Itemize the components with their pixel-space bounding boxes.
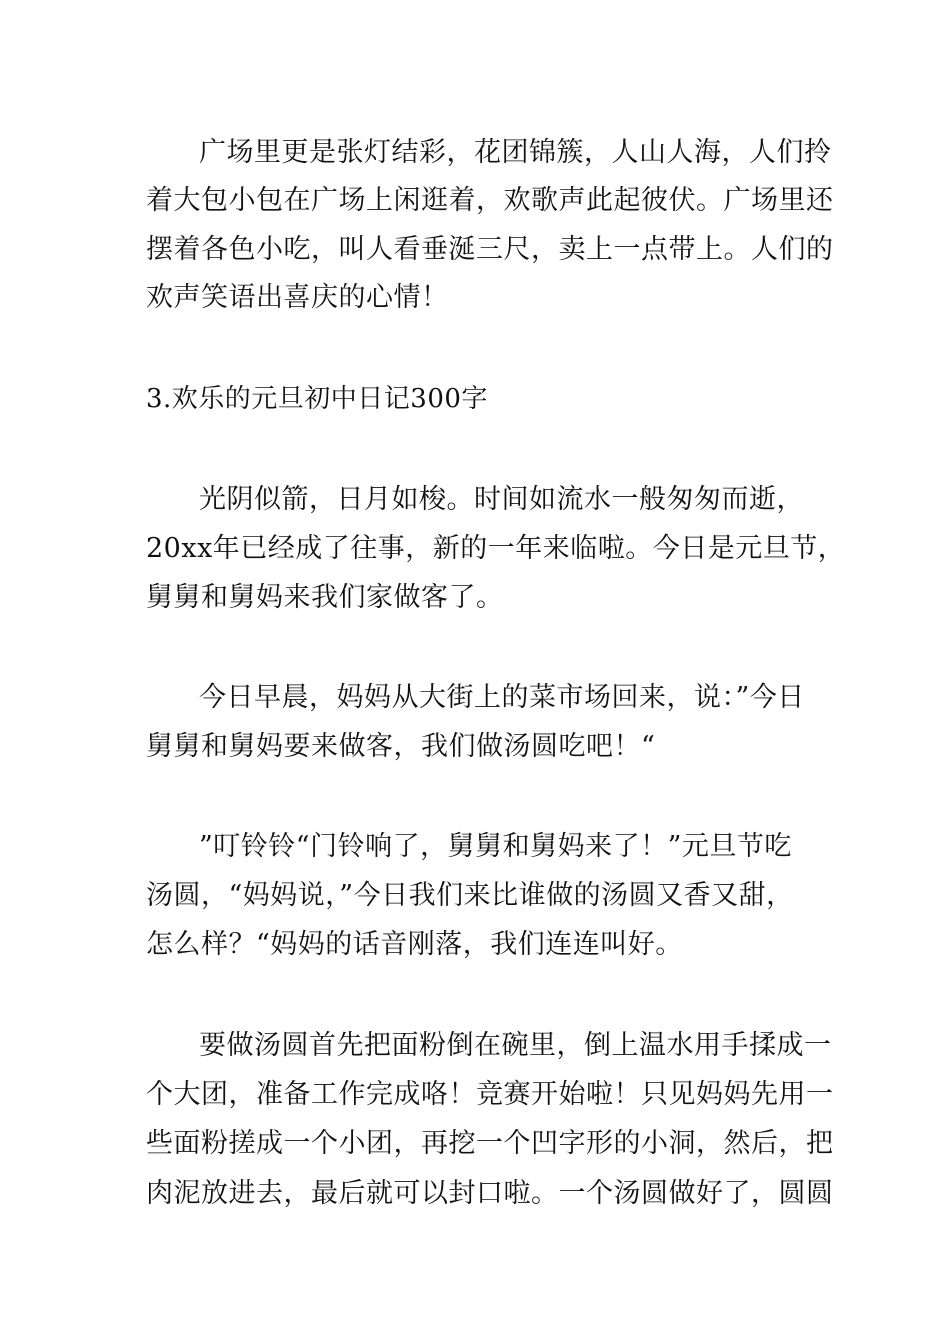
paragraph-4-line-1: ”叮铃铃“门铃响了，舅舅和舅妈来了！”元旦节吃 bbox=[199, 831, 792, 862]
paragraph-5-line-2: 个大团，准备工作完成咯！竞赛开始啦！只见妈妈先用一 bbox=[146, 1079, 834, 1110]
paragraph-5-line-4: 肉泥放进去，最后就可以封口啦。一个汤圆做好了，圆圆 bbox=[146, 1178, 834, 1209]
paragraph-1-line-4: 欢声笑语出喜庆的心情！ bbox=[146, 282, 449, 313]
section-heading: 3.欢乐的元旦初中日记300字 bbox=[146, 384, 488, 414]
paragraph-2-line-1: 光阴似箭，日月如梭。时间如流水一般匆匆而逝， bbox=[199, 484, 804, 515]
paragraph-2-line-3: 舅舅和舅妈来我们家做客了。 bbox=[146, 582, 504, 613]
paragraph-4-line-3: 怎么样？“妈妈的话音刚落，我们连连叫好。 bbox=[146, 929, 683, 960]
paragraph-2-line-2: 20xx年已经成了往事，新的一年来临啦。今日是元旦节， bbox=[146, 533, 846, 564]
paragraph-5-line-3: 些面粉搓成一个小团，再挖一个凹字形的小洞，然后，把 bbox=[146, 1128, 834, 1159]
paragraph-3-line-2: 舅舅和舅妈要来做客，我们做汤圆吃吧！“ bbox=[146, 731, 656, 762]
paragraph-4-line-2: 汤圆，“妈妈说，”今日我们来比谁做的汤圆又香又甜， bbox=[146, 880, 794, 911]
paragraph-3-line-1: 今日早晨，妈妈从大街上的菜市场回来，说：”今日 bbox=[199, 682, 805, 713]
paragraph-1-line-3: 摆着各色小吃，叫人看垂涎三尺，卖上一点带上。人们的 bbox=[146, 234, 834, 265]
paragraph-1-line-1: 广场里更是张灯结彩，花团锦簇，人山人海，人们拎 bbox=[199, 137, 832, 168]
paragraph-1-line-2: 着大包小包在广场上闲逛着，欢歌声此起彼伏。广场里还 bbox=[146, 185, 834, 216]
paragraph-5-line-1: 要做汤圆首先把面粉倒在碗里，倒上温水用手揉成一 bbox=[199, 1030, 832, 1061]
